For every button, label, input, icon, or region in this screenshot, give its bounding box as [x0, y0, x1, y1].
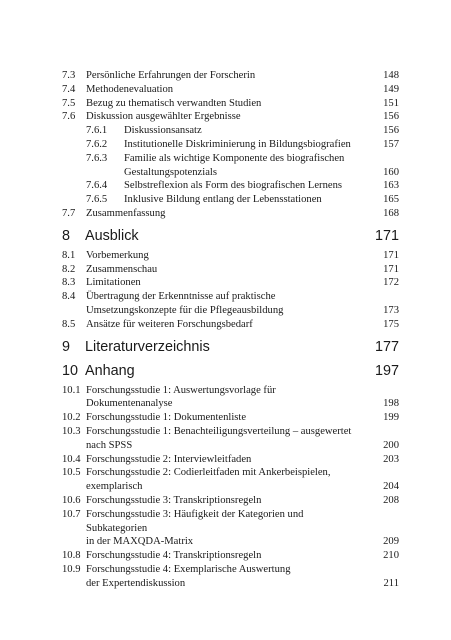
- toc-entry-title: [62, 425, 399, 453]
- toc-entry-page-number: 204: [383, 481, 399, 493]
- toc-entry-page-number: 165: [383, 194, 399, 206]
- toc-entry-title: [62, 138, 399, 152]
- toc-entry-title: [62, 97, 399, 111]
- toc-entry-page-number: 149: [383, 83, 399, 95]
- toc-entry-title: [62, 249, 399, 263]
- toc-entry-number: 10.4: [62, 453, 81, 465]
- toc-entry-page-number: 160: [383, 166, 399, 178]
- toc-entry-number: 10.8: [62, 550, 81, 562]
- toc-entry-page-number: 209: [383, 536, 399, 548]
- toc-entry-title-line: Forschungsstudie 2: Interviewleitfaden: [86, 453, 252, 465]
- toc-entry-title-line: Zusammenfassung: [86, 207, 166, 219]
- toc-entry-title: [62, 318, 399, 332]
- toc-entry-title-line: Forschungsstudie 1: Dokumentenliste: [86, 412, 247, 424]
- toc-section-entry[interactable]: [62, 318, 399, 332]
- toc-entry-title-line: Literaturverzeichnis: [85, 338, 210, 355]
- toc-entry-number: 9: [62, 338, 71, 355]
- toc-entry-title-line: Limitationen: [86, 277, 141, 289]
- toc-entry-title-line: Umsetzungskonzepte für die Pflegeausbildung: [86, 304, 284, 316]
- toc-entry-title-line: Familie als wichtige Komponente des biografischen: [124, 152, 345, 164]
- toc-entry-page-number: 208: [383, 494, 399, 506]
- toc-section-entry[interactable]: [62, 263, 399, 277]
- toc-entry-title-line: Forschungsstudie 3: Häufigkeit der Kategorien und Subkategorien: [86, 508, 304, 534]
- toc-entry-title-line: Zusammenschau: [86, 263, 158, 275]
- toc-entry-title: [62, 338, 399, 356]
- toc-entry-title-line: Forschungsstudie 1: Benachteiligungsverteilung – ausgewertet: [86, 425, 352, 437]
- toc-chapter-entry[interactable]: [62, 227, 399, 245]
- toc-entry-page-number: 156: [383, 125, 399, 137]
- toc-entry-title: [62, 69, 399, 83]
- toc-entry-title-line: Forschungsstudie 4: Exemplarische Auswertung: [86, 563, 291, 575]
- toc-entry-page-number: 211: [383, 577, 399, 589]
- table-of-contents: [62, 69, 399, 591]
- toc-entry-title-line: Persönliche Erfahrungen der Forscherin: [86, 70, 256, 81]
- toc-entry-number: 10.3: [62, 425, 81, 437]
- toc-subsection-entry[interactable]: [62, 193, 399, 207]
- toc-entry-title-line: Übertragung der Erkenntnisse auf praktische: [86, 291, 276, 303]
- toc-entry-page-number: 168: [383, 207, 399, 219]
- toc-entry-number: 10.2: [62, 412, 81, 424]
- toc-entry-page-number: 173: [383, 304, 399, 316]
- toc-entry-title: [62, 384, 399, 412]
- toc-entry-number: 8.1: [62, 249, 76, 261]
- toc-entry-number: 10.9: [62, 563, 81, 575]
- toc-entry-number: 8: [62, 227, 71, 244]
- toc-section-entry[interactable]: [62, 411, 399, 425]
- toc-entry-page-number: 177: [374, 338, 399, 355]
- toc-subsection-entry[interactable]: [62, 179, 399, 193]
- toc-entry-number: 10.1: [62, 384, 81, 396]
- toc-entry-page-number: 199: [383, 412, 399, 424]
- toc-entry-page-number: 157: [383, 138, 399, 150]
- toc-entry-number: 8.5: [62, 318, 76, 330]
- toc-entry-title: [62, 179, 399, 193]
- toc-entry-page-number: 172: [383, 277, 399, 289]
- toc-entry-page-number: 175: [383, 318, 399, 330]
- toc-entry-number: 7.6.2: [86, 138, 108, 150]
- toc-entry-title-line: Diskussion ausgewählter Ergebnisse: [86, 111, 241, 123]
- toc-subsection-entry[interactable]: [62, 124, 399, 138]
- toc-entry-number: 7.6.1: [86, 125, 108, 137]
- toc-entry-number: 7.4: [62, 83, 76, 95]
- toc-entry-title-line: der Expertendiskussion: [86, 577, 186, 589]
- toc-subsection-entry[interactable]: [62, 138, 399, 152]
- toc-entry-number: 10: [62, 362, 79, 379]
- toc-entry-page-number: 163: [383, 180, 399, 192]
- toc-entry-title-line: Selbstreflexion als Form des biografischen Lernens: [124, 180, 342, 192]
- toc-entry-title: [62, 83, 399, 97]
- toc-entry-title-line: Gestaltungspotenzials: [124, 166, 217, 178]
- toc-entry-page-number: 198: [383, 398, 399, 410]
- toc-entry-number: 7.3: [62, 70, 76, 81]
- toc-section-entry[interactable]: [62, 384, 399, 412]
- toc-entry-page-number: 210: [383, 550, 399, 562]
- toc-entry-title: [62, 110, 399, 124]
- toc-section-entry[interactable]: [62, 466, 399, 494]
- toc-entry-title-line: Methodenevaluation: [86, 83, 174, 95]
- toc-entry-title: [62, 508, 399, 549]
- toc-entry-title: [62, 549, 399, 563]
- toc-entry-title: [62, 124, 399, 138]
- toc-entry-number: 7.6: [62, 111, 76, 123]
- toc-entry-title: [62, 276, 399, 290]
- toc-entry-title: [62, 290, 399, 318]
- toc-entry-title: [62, 494, 399, 508]
- toc-entry-page-number: 197: [374, 362, 399, 379]
- toc-section-entry[interactable]: [62, 425, 399, 453]
- toc-entry-page-number: 151: [383, 97, 399, 109]
- toc-section-entry[interactable]: [62, 97, 399, 111]
- toc-entry-page-number: 171: [383, 249, 399, 261]
- toc-entry-page-number: 171: [383, 263, 399, 275]
- toc-chapter-entry[interactable]: [62, 362, 399, 380]
- toc-entry-title: [62, 466, 399, 494]
- toc-entry-page-number: 200: [383, 439, 399, 451]
- toc-section-entry[interactable]: [62, 494, 399, 508]
- toc-entry-number: 10.5: [62, 467, 81, 479]
- toc-entry-title-line: Bezug zu thematisch verwandten Studien: [86, 97, 262, 109]
- toc-section-entry[interactable]: [62, 563, 399, 591]
- toc-entry-page-number: 171: [374, 227, 399, 244]
- toc-entry-title-line: Diskussionsansatz: [124, 125, 202, 137]
- toc-section-entry[interactable]: [62, 549, 399, 563]
- toc-entry-title-line: Forschungsstudie 1: Auswertungsvorlage für Dokumentenanalyse: [86, 384, 276, 410]
- toc-section-entry[interactable]: [62, 69, 399, 83]
- toc-entry-title: [62, 563, 399, 591]
- toc-entry-number: 7.5: [62, 97, 76, 109]
- toc-entry-number: 8.2: [62, 263, 76, 275]
- toc-entry-number: 8.4: [62, 291, 76, 303]
- toc-section-entry[interactable]: [62, 290, 399, 318]
- toc-entry-number: 7.6.3: [86, 152, 108, 164]
- toc-entry-title: [62, 362, 399, 380]
- toc-entry-title-line: Anhang: [85, 362, 135, 379]
- toc-section-entry[interactable]: [62, 276, 399, 290]
- toc-entry-title-line: Forschungsstudie 4: Transkriptionsregeln: [86, 550, 262, 562]
- toc-entry-number: 10.7: [62, 508, 81, 520]
- toc-entry-title-line: Inklusive Bildung entlang der Lebensstationen: [124, 194, 322, 206]
- toc-entry-title-line: in der MAXQDA-Matrix: [86, 536, 194, 548]
- toc-entry-title: [62, 207, 399, 221]
- toc-entry-title-line: Forschungsstudie 3: Transkriptionsregeln: [86, 494, 262, 506]
- toc-entry-title-line: Ausblick: [85, 227, 139, 244]
- toc-entry-title: [62, 263, 399, 277]
- toc-entry-title-line: Vorbemerkung: [86, 249, 149, 261]
- toc-entry-title: [62, 411, 399, 425]
- toc-chapter-entry[interactable]: [62, 338, 399, 356]
- toc-section-entry[interactable]: [62, 249, 399, 263]
- toc-entry-title: [62, 453, 399, 467]
- toc-section-entry[interactable]: [62, 83, 399, 97]
- toc-entry-title-line: Forschungsstudie 2: Codierleitfaden mit Ankerbeispielen,: [86, 467, 331, 479]
- toc-entry-number: 7.7: [62, 207, 76, 219]
- toc-entry-number: 7.6.4: [86, 180, 108, 192]
- toc-entry-page-number: 156: [383, 111, 399, 123]
- toc-entry-page-number: 203: [383, 453, 399, 465]
- toc-subsection-entry[interactable]: [62, 152, 399, 180]
- toc-section-entry[interactable]: [62, 207, 399, 221]
- toc-section-entry[interactable]: [62, 110, 399, 124]
- toc-entry-number: 8.3: [62, 277, 76, 289]
- toc-entry-number: 10.6: [62, 494, 81, 506]
- toc-entry-title-line: Institutionelle Diskriminierung in Bildungsbiografien: [124, 138, 351, 150]
- toc-section-entry[interactable]: [62, 453, 399, 467]
- toc-entry-number: 7.6.5: [86, 194, 108, 206]
- toc-entry-page-number: 148: [383, 70, 399, 81]
- toc-entry-title-line: Ansätze für weiteren Forschungsbedarf: [86, 318, 253, 330]
- toc-section-entry[interactable]: [62, 508, 399, 549]
- toc-entry-title: [62, 152, 399, 180]
- toc-entry-title: [62, 227, 399, 245]
- toc-entry-title-line: nach SPSS: [86, 439, 133, 451]
- toc-entry-title: [62, 193, 399, 207]
- toc-entry-title-line: exemplarisch: [86, 481, 143, 493]
